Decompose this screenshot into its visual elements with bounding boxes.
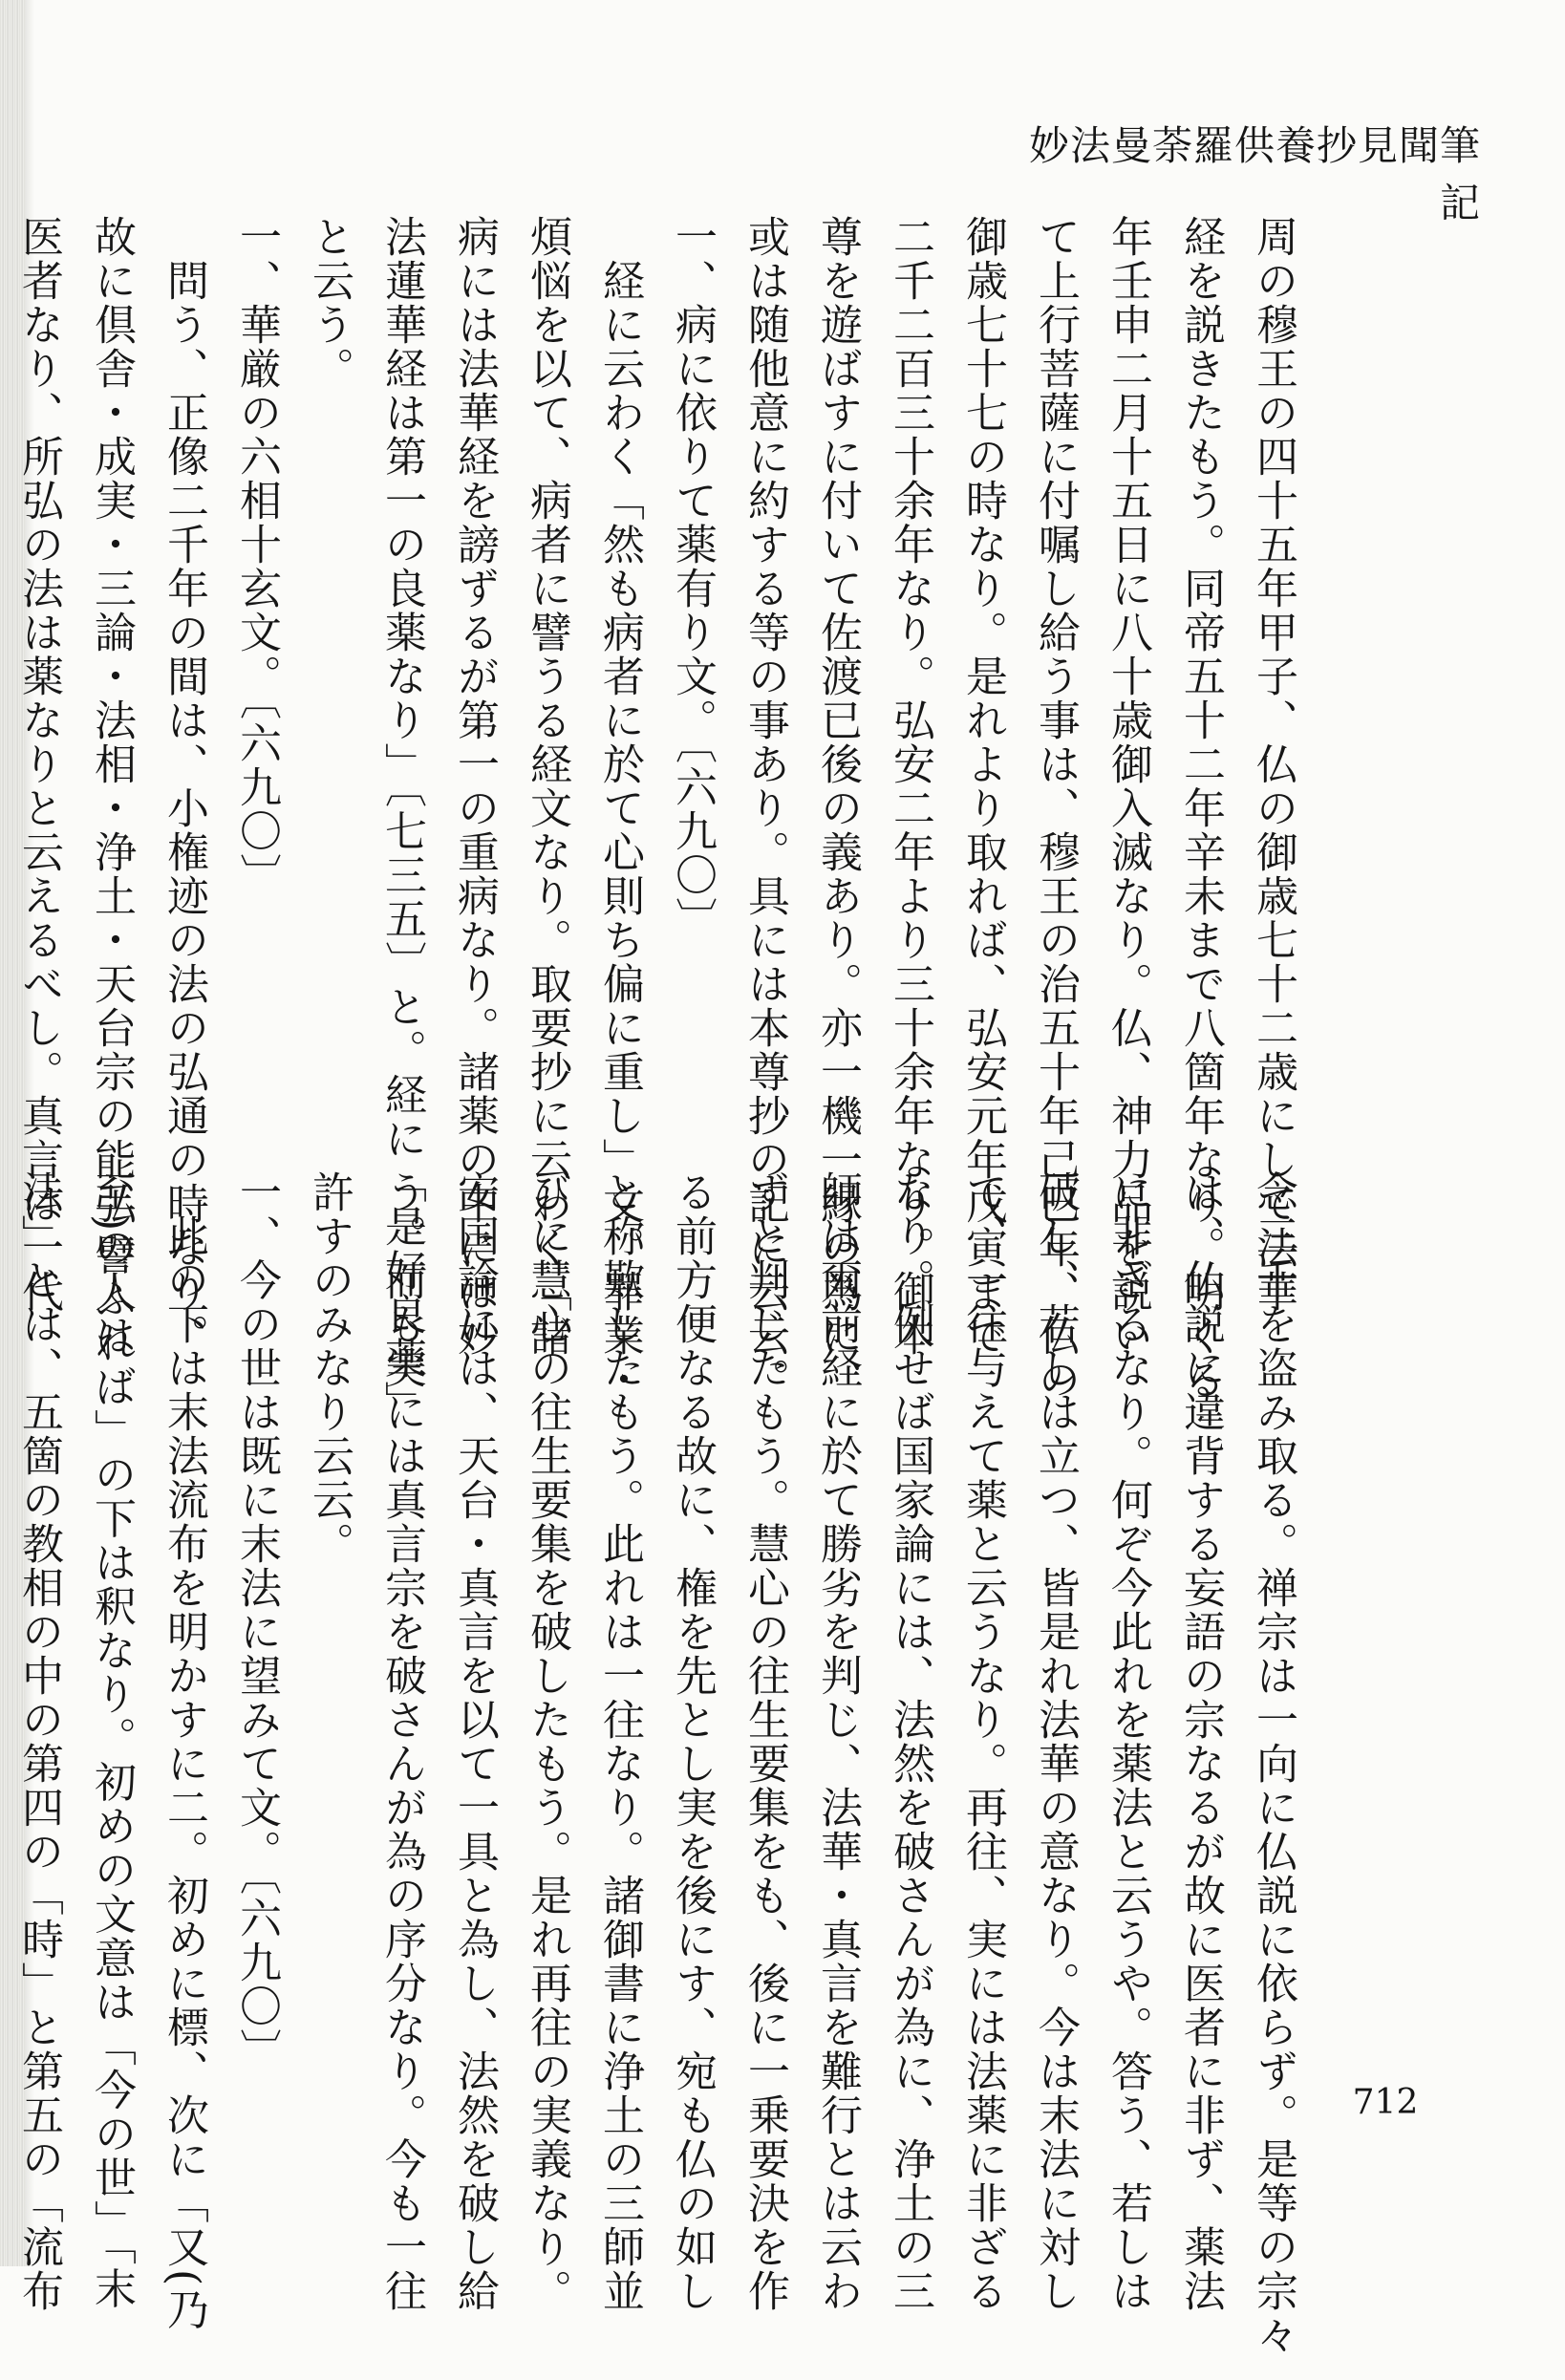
text-line: と云う。 (305, 215, 354, 391)
text-line: 医者なり、所弘の法は薬なりと云えるべし。真言は一代 (14, 215, 63, 1314)
text-line: 二千二百三十余年なり。弘安二年より三十余年なり。御本 (886, 215, 934, 1358)
text-line: 此の下は末法流布を明かすに二。初めに標、次に「又(乃 (160, 1170, 208, 2332)
text-line: 一、今の世は既に末法に望みて文。〔六九〇〕 (232, 1170, 281, 2072)
page-number: 712 (1352, 2083, 1419, 2122)
text-line: に非ざるなり。何ぞ今此れを薬法と云うや。答う、若しは (1104, 1170, 1152, 2313)
text-line: 法蓮華経は第一の良薬なり」〔七三五〕と。経に「是好良薬」 (377, 215, 426, 1425)
text-line: ずと判じたもう。慧心の往生要集をも、後に一乗要決を作 (740, 1170, 789, 2313)
text-line: 師は爾前経に於て勝劣を判じ、法華・真言を難行とは云わ (813, 1170, 862, 2313)
text-line: 煩悩を以て、病者に譬うる経文なり。取要抄に云わく「諸 (523, 215, 571, 1358)
text-line: て、一往与えて薬と云うなり。再往、実には法薬に非ざる (958, 1170, 1007, 2313)
text-line: 或は随他意に約する等の事あり。具には本尊抄の記に云云。 (740, 215, 789, 1402)
text-line: 年壬申二月十五日に八十歳御入滅なり。仏、神力品を説い (1104, 215, 1152, 1358)
text-line: 病には法華経を謗ずるが第一の重病なり。諸薬の中には妙 (450, 215, 499, 1358)
text-line: と称歎したもう。此れは一往なり。諸御書に浄土の三師並 (595, 1170, 644, 2313)
text-line: なり。例せば国家論には、法然を破さんが為に、浄土の三 (886, 1170, 934, 2313)
text-line: て上行菩薩に付嘱し給う事は、穆王の治五十年己巳年、仏の (1031, 215, 1080, 1402)
text-line: る前方便なる故に、権を先とし実を後にす、宛も仏の如し (668, 1170, 717, 2313)
text-line: 許すのみなり云云。 (305, 1170, 354, 1566)
text-line: 一、病に依りて薬有り文。〔六九〇〕 (668, 215, 717, 941)
text-line: 一、華厳の六相十玄文。〔六九〇〕 (232, 215, 281, 897)
text-line: 破し、若しは立つ、皆是れ法華の意なり。今は末法に対し (1031, 1170, 1080, 2313)
text-line: 経に云わく「然も病者に於て心則ち偏に重し」文。罪業・ (595, 215, 644, 1402)
text-line: は、仏説に違背する妄語の宗なるが故に医者に非ず、薬法 (1176, 1170, 1225, 2313)
text-line: 念三千を盗み取る。禅宗は一向に仏説に依らず。是等の宗々 (1249, 1170, 1297, 2357)
text-line (0, 215, 2, 1170)
text-line: 法」とは、五箇の教相の中の第四の「時」と第五の「流布 (14, 1170, 63, 2313)
text-block-bottom (14, 1170, 1309, 2357)
text-line: 御歳七十七の時なり。是れより取れば、弘安元年戊寅まで (958, 215, 1007, 1358)
text-line: 故に倶舎・成実・三論・法相・浄土・天台宗の能弘の人は (87, 215, 136, 1358)
text-line: う。而も実には真言宗を破さんが為の序分なり。今も一往 (377, 1170, 426, 2313)
text-line: 至)譬ふれば」の下は釈なり。初めの文意は「今の世」「末 (87, 1170, 136, 2311)
running-title: 妙法曼荼羅供養抄見聞筆記 (1028, 122, 1481, 226)
text-line: びに慧心の往生要集を破したもう。是れ再往の実義なり。 (523, 1170, 571, 2313)
text-line: 問う、正像二千年の間は、小権迹の法の弘通の時なり。 (160, 215, 208, 1358)
text-line (0, 1170, 2, 2049)
text-line: 周の穆王の四十五年甲子、仏の御歳七十二歳にして法華 (1249, 215, 1297, 1314)
text-line: 経を説きたもう。同帝五十二年辛未まで八箇年なり。明くる (1176, 215, 1225, 1402)
text-line: 安国論には、天台・真言を以て一具と為し、法然を破し給 (450, 1170, 499, 2313)
text-line: 尊を遊ばすに付いて佐渡已後の義あり。亦一機一縁の為に、 (813, 215, 862, 1402)
